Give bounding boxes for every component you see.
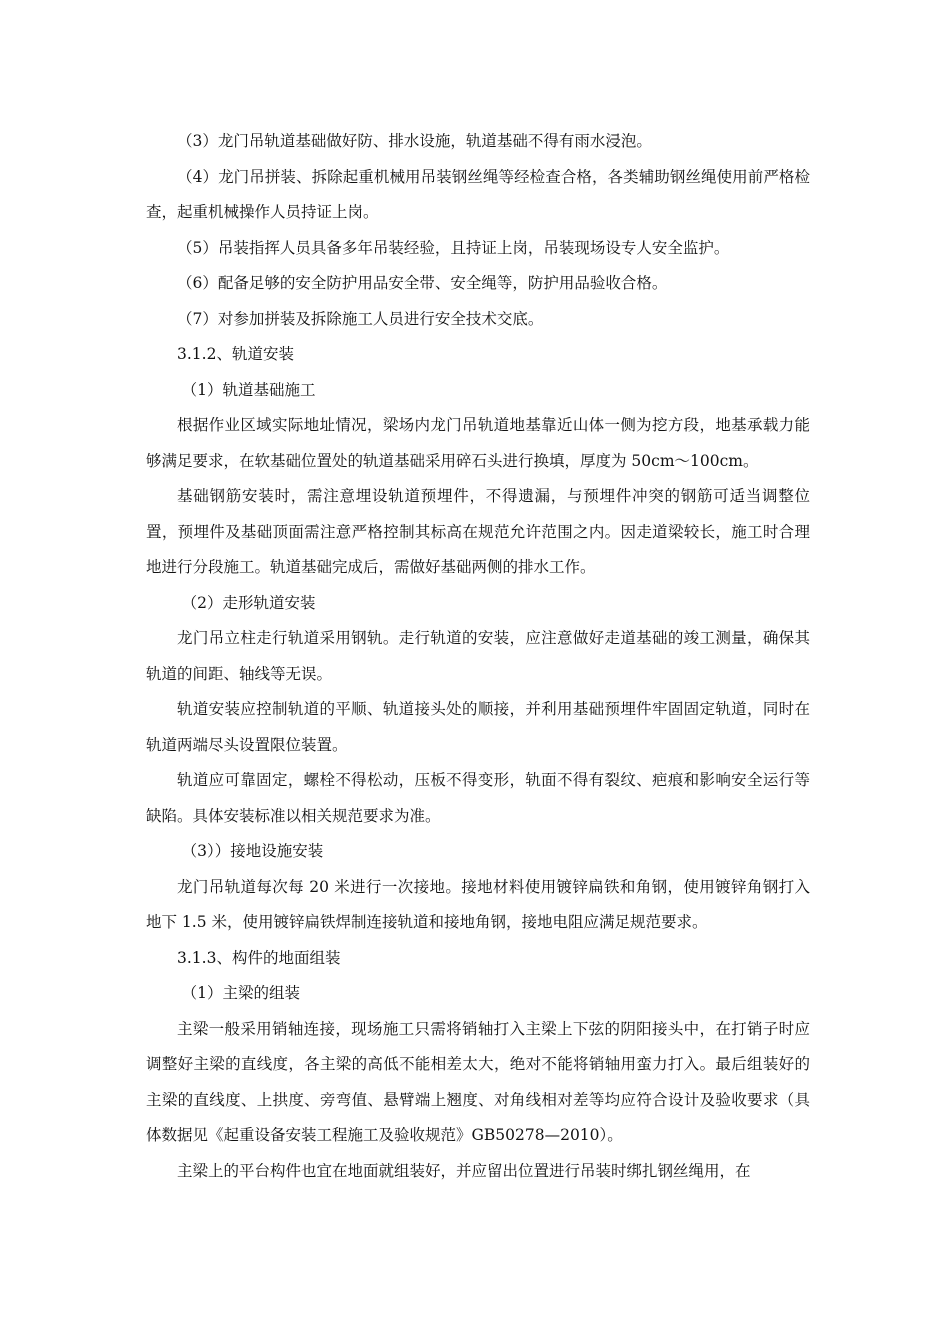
subheading-running-track: （2）走形轨道安装 (181, 593, 316, 612)
paragraph-foundation-conditions: 根据作业区域实际地址情况，梁场内龙门吊轨道地基靠近山体一侧为挖方段，地基承载力能够满足要求，在软基础位置处的轨道基础采用碎石头进行换填，厚度为 50cm～100cm。 (146, 416, 810, 470)
paragraph-platform-components: 主梁上的平台构件也宜在地面就组装好，并应留出位置进行吊装时绑扎钢丝绳用，在 (177, 1161, 751, 1180)
subheading-main-beam-assembly: （1）主梁的组装 (181, 984, 301, 1002)
paragraph-track-alignment: 轨道安装应控制轨道的平顺、轨道接头处的顺接，并利用基础预埋件牢固固定轨道，同时在轨道两端尽头设置限位装置。 (146, 700, 810, 754)
subheading-grounding: （3））接地设施安装 (181, 842, 324, 860)
paragraph-protective-equipment: （6）配备足够的安全防护用品安全带、安全绳等，防护用品验收合格。 (177, 274, 668, 292)
paragraph-safety-briefing: （7）对参加拼装及拆除施工人员进行安全技术交底。 (177, 309, 544, 328)
document-body (146, 124, 810, 1189)
paragraph-lifting-commander: （5）吊装指挥人员具备多年吊装经验，且持证上岗，吊装现场设专人安全监护。 (177, 238, 730, 257)
paragraph-track-fixing: 轨道应可靠固定，螺栓不得松动，压板不得变形，轨面不得有裂纹、疤痕和影响安全运行等缺陷。具体安装标准以相关规范要求为准。 (146, 771, 810, 825)
paragraph-drainage: （3）龙门吊轨道基础做好防、排水设施，轨道基础不得有雨水浸泡。 (177, 132, 652, 150)
paragraph-grounding-details: 龙门吊轨道每次每 20 米进行一次接地。接地材料使用镀锌扁铁和角钢，使用镀锌角钢打入地下 1.5 米，使用镀锌扁铁焊制连接轨道和接地角钢，接地电阻应满足规范要求。 (146, 877, 810, 931)
section-heading-ground-assembly: 3.1.3、构件的地面组装 (177, 948, 341, 967)
paragraph-main-beam-pin-connection: 主梁一般采用销轴连接，现场施工只需将销轴打入主梁上下弦的阴阳接头中，在打销子时应调整好主梁的直线度，各主梁的高低不能相差太大，绝对不能将销轴用蛮力打入。最后组装好的主梁的直线度、上拱度、旁弯值、悬臂端上翘度、对角线相对差等均应符合设计及验收要求（具体数据见《起重设备安装工程施工及验收规范》GB50278—2010）。 (146, 1019, 810, 1144)
paragraph-foundation-rebar: 基础钢筋安装时，需注意埋设轨道预埋件，不得遗漏，与预埋件冲突的钢筋可适当调整位置，预埋件及基础顶面需注意严格控制其标高在规范允许范围之内。因走道梁较长，施工时合理地进行分段施工。轨道基础完成后，需做好基础两侧的排水工作。 (146, 487, 810, 576)
paragraph-wire-rope-check: （4）龙门吊拼装、拆除起重机械用吊装钢丝绳等经检查合格，各类辅助钢丝绳使用前严格检查，起重机械操作人员持证上岗。 (146, 167, 810, 221)
subheading-track-foundation: （1）轨道基础施工 (181, 380, 316, 399)
paragraph-running-track-rail: 龙门吊立柱走行轨道采用钢轨。走行轨道的安装，应注意做好走道基础的竣工测量，确保其轨道的间距、轴线等无误。 (146, 629, 810, 683)
section-heading-track-installation: 3.1.2、轨道安装 (177, 345, 294, 363)
